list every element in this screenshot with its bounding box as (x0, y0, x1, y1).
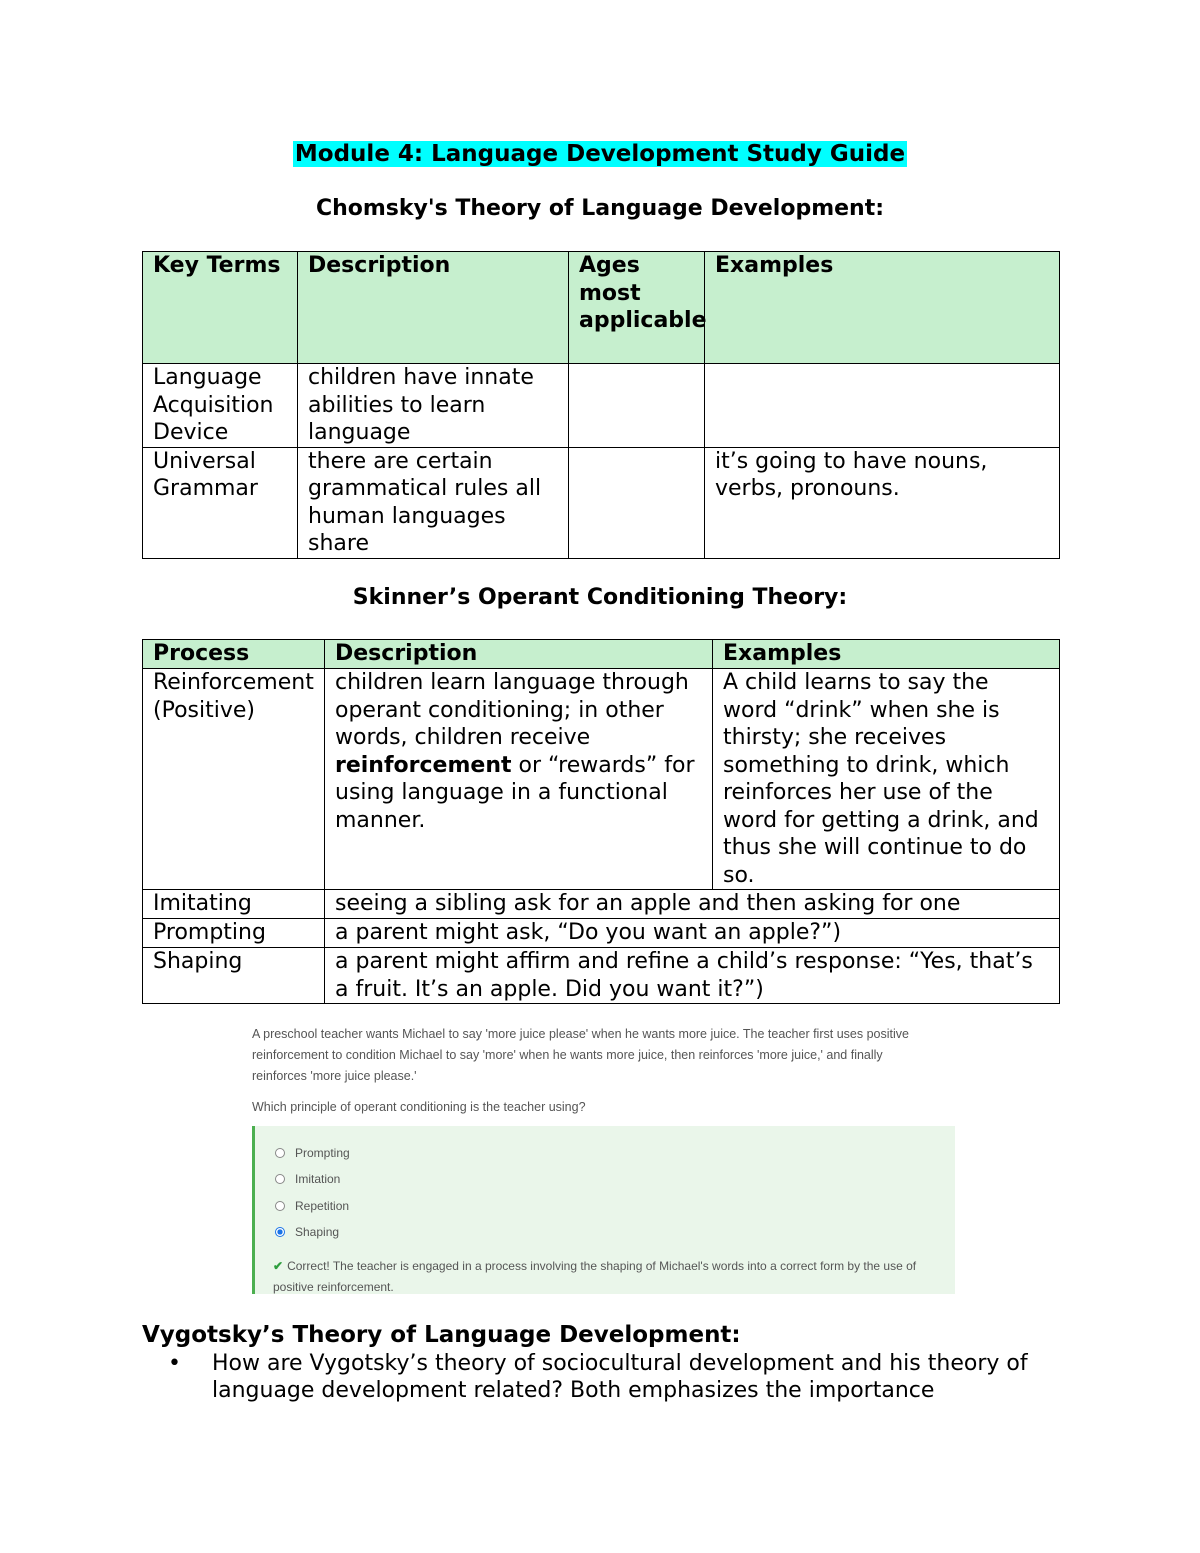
table-header-row (143, 252, 1060, 364)
radio-selected-icon[interactable] (275, 1227, 285, 1237)
checkmark-icon: ✔ (273, 1259, 284, 1273)
ages-cell (569, 364, 705, 448)
document-title-text: Module 4: Language Development Study Guide (294, 141, 906, 167)
vygotsky-heading: Vygotsky’s Theory of Language Development: (142, 1322, 741, 1348)
column-header: Examples (713, 640, 1060, 669)
quiz-answer-box (252, 1126, 955, 1294)
quiz-prompt: A preschool teacher wants Michael to say 'more juice please' when he wants more juice. The teacher first uses positive reinforcement to condition Michael to say 'more' when he wants more juice, then reinforces 'more juice,' and finally reinforces 'more juice please.' (252, 1027, 909, 1083)
table-row (143, 948, 1060, 1004)
document-title (0, 141, 1200, 167)
description-cell: a parent might affirm and refine a child’s response: “Yes, that’s a fruit. It’s an apple. Did you want it?”) (325, 948, 1060, 1004)
emphasized-term: reinforcement (335, 752, 512, 778)
option-label: Prompting (295, 1146, 350, 1160)
chomsky-heading: Chomsky's Theory of Language Development: (315, 196, 885, 221)
description-text: children learn language through operant conditioning; in other words, children receive (335, 670, 689, 750)
radio-icon[interactable] (275, 1174, 285, 1184)
process-cell: Reinforcement (Positive) (143, 669, 325, 890)
feedback-text: Correct! The teacher is engaged in a process involving the shaping of Michael's words into a correct form by the use of positive reinforcement. (273, 1259, 917, 1294)
column-header: Key Terms (143, 252, 298, 364)
quiz-option-imitation[interactable] (275, 1172, 340, 1186)
quiz-option-repetition[interactable] (275, 1199, 349, 1213)
chomsky-table (142, 251, 1060, 559)
ages-cell (569, 447, 705, 558)
table-row (143, 364, 1060, 448)
radio-icon[interactable] (275, 1148, 285, 1158)
description-cell: seeing a sibling ask for an apple and then asking for one (325, 890, 1060, 919)
examples-cell: it’s going to have nouns, verbs, pronouns. (705, 447, 1060, 558)
description-cell: there are certain grammatical rules all human languages share (298, 447, 569, 558)
table-row (143, 669, 1060, 890)
column-header: Examples (705, 252, 1060, 364)
option-label: Shaping (295, 1225, 340, 1239)
vygotsky-bullet-list (168, 1350, 1068, 1404)
description-cell: a parent might ask, “Do you want an apple?”) (325, 919, 1060, 948)
process-cell: Imitating (143, 890, 325, 919)
option-label: Repetition (295, 1199, 350, 1213)
quiz-feedback (273, 1256, 938, 1298)
quiz-option-shaping[interactable] (275, 1225, 339, 1239)
process-cell: Prompting (143, 919, 325, 948)
table-header-row (143, 640, 1060, 669)
quiz-question: Which principle of operant conditioning is the teacher using? (252, 1100, 586, 1114)
process-cell: Shaping (143, 948, 325, 1004)
skinner-table (142, 639, 1060, 1004)
table-row (143, 447, 1060, 558)
column-header: Description (325, 640, 713, 669)
table-row (143, 890, 1060, 919)
list-item: • How are Vygotsky’s theory of sociocultural development and his theory of language development related? Both emphasizes the importance (168, 1350, 1068, 1404)
description-cell (325, 669, 713, 890)
quiz-option-prompting[interactable] (275, 1146, 350, 1160)
quiz-screenshot (252, 1024, 952, 1118)
column-header: Description (298, 252, 569, 364)
key-term-cell: Universal Grammar (143, 447, 298, 558)
examples-cell (705, 364, 1060, 448)
column-header: Process (143, 640, 325, 669)
option-label: Imitation (295, 1172, 341, 1186)
key-term-cell: Language Acquisition Device (143, 364, 298, 448)
table-row (143, 919, 1060, 948)
description-text: or “rewards” for using language in a functional manner. (335, 752, 695, 833)
description-cell: children have innate abilities to learn language (298, 364, 569, 448)
skinner-heading: Skinner’s Operant Conditioning Theory: (352, 585, 848, 610)
examples-cell: A child learns to say the word “drink” when she is thirsty; she receives something to drink, which reinforces her use of the word for getting a drink, and thus she will continue to do so. (713, 669, 1060, 890)
column-header: Ages most applicable (569, 252, 705, 364)
radio-icon[interactable] (275, 1201, 285, 1211)
